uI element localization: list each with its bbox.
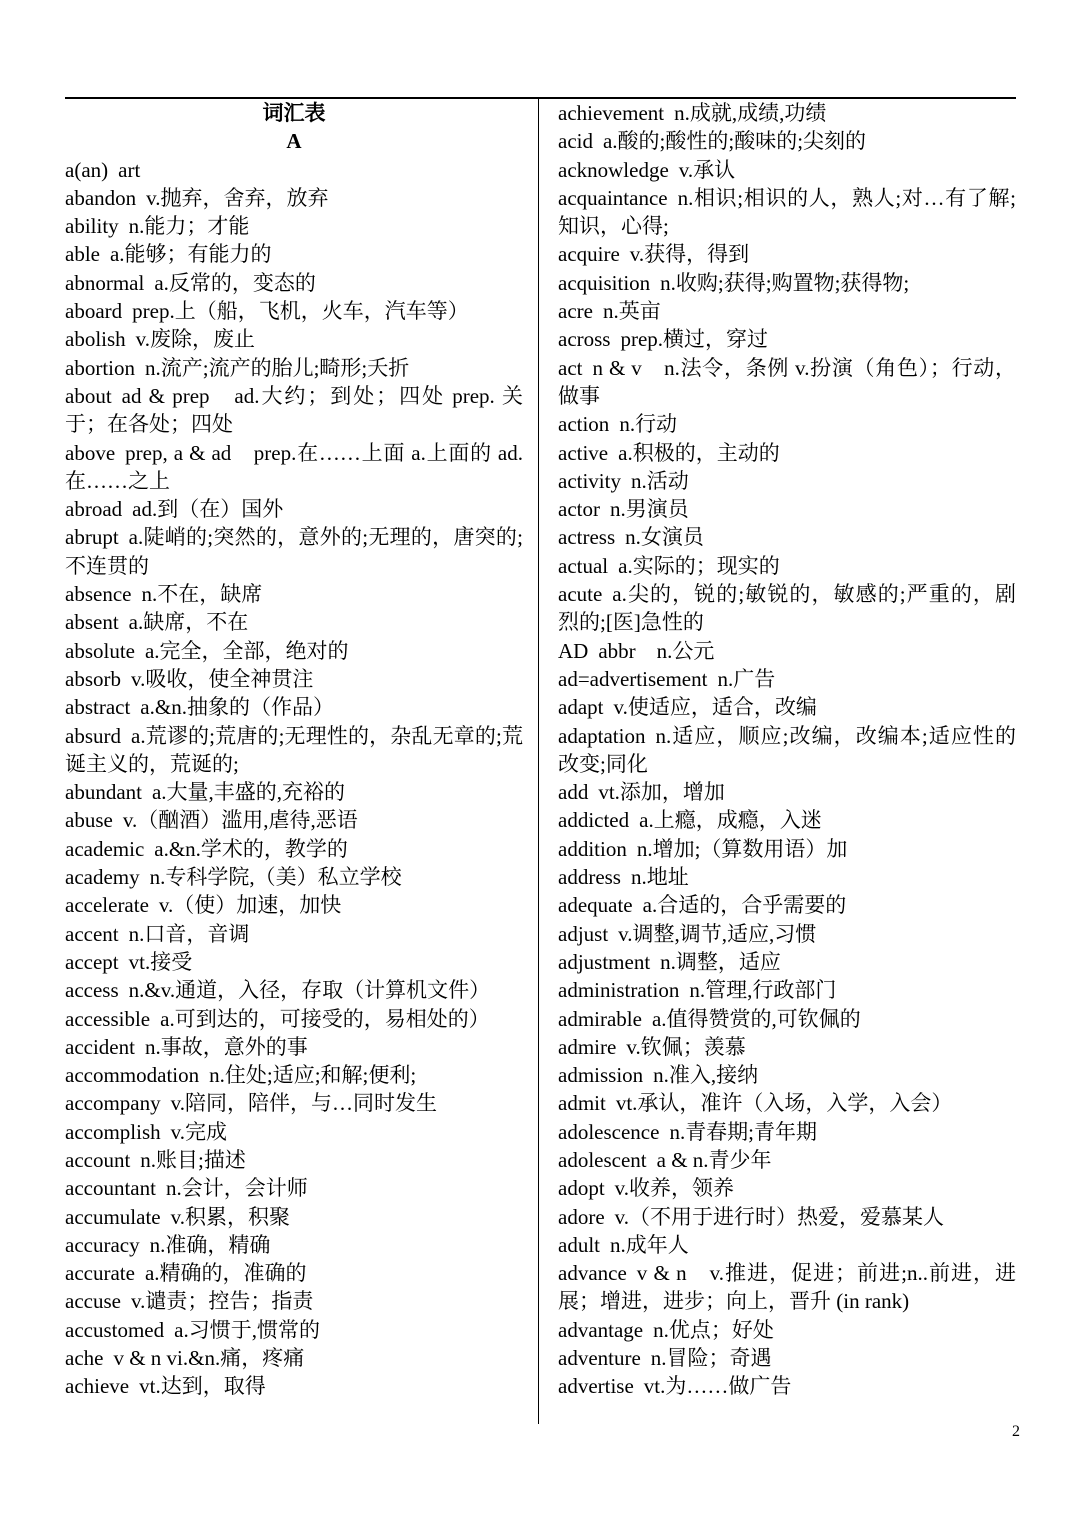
vocab-entry: [65, 608, 523, 636]
vocab-entry: [65, 269, 523, 297]
vocab-entry: [65, 948, 523, 976]
vocab-word: accumulate: [65, 1204, 161, 1229]
vocab-definition: n.住处;适应;和解;便利;: [209, 1063, 417, 1088]
vocab-definition: v.使适应，适合，改编: [613, 695, 817, 720]
vocab-definition: n.会计，会计师: [165, 1176, 308, 1201]
vocab-definition: n.&v.通道，入径，存取（计算机文件）: [128, 978, 491, 1003]
vocab-definition: n.英亩: [602, 299, 661, 324]
vocab-word: accident: [65, 1034, 135, 1059]
vocab-entry: [558, 410, 1016, 438]
left-column: [65, 99, 523, 1401]
vocab-word: able: [65, 242, 100, 267]
vocab-word: adolescence: [558, 1119, 660, 1144]
vocab-definition: n.不在，缺席: [141, 582, 263, 607]
vocab-definition: prep, a & ad prep.在……上面 a.上面的 ad. 在……之上: [65, 440, 523, 493]
vocab-word: abandon: [65, 185, 137, 210]
vocab-entry: [65, 184, 523, 212]
vocab-word: accent: [65, 921, 119, 946]
vocab-word: advertise: [558, 1374, 634, 1399]
vocab-word: absence: [65, 582, 132, 607]
vocab-entry: [558, 1061, 1016, 1089]
vocab-entry: [558, 891, 1016, 919]
vocab-word: admire: [558, 1034, 617, 1059]
vocab-entry: [558, 948, 1016, 976]
vocab-word: academy: [65, 865, 140, 890]
vocab-definition: abbr n.公元: [598, 638, 715, 663]
vocab-definition: a.缺席，不在: [128, 610, 249, 635]
vocab-word: adaptation: [558, 723, 646, 748]
vocab-entry: [558, 580, 1016, 637]
vocab-word: account: [65, 1147, 131, 1172]
vocab-word: absent: [65, 610, 119, 635]
vocab-entry: [558, 439, 1016, 467]
vocab-entry: [558, 354, 1016, 411]
vocab-definition: a.精确的，准确的: [144, 1261, 307, 1286]
section-letter: A: [286, 129, 302, 154]
vocab-definition: vt.接受: [128, 949, 193, 974]
vocab-entry: [65, 297, 523, 325]
vocab-entry: [65, 637, 523, 665]
vocab-word: act: [558, 355, 583, 380]
left-entry-list: [65, 156, 523, 1401]
vocab-entry: [65, 1287, 523, 1315]
vocab-word: accompany: [65, 1091, 161, 1116]
vocab-word: accessible: [65, 1006, 151, 1031]
vocab-word: abuse: [65, 808, 113, 833]
vocab-definition: v.陪同，陪伴，与…同时发生: [170, 1091, 438, 1116]
vocab-word: above: [65, 440, 116, 465]
vocab-entry: [558, 863, 1016, 891]
vocab-entry: [558, 325, 1016, 353]
vocab-definition: v.抛弃，舍弃，放弃: [146, 185, 329, 210]
vocab-word: advantage: [558, 1317, 644, 1342]
vocab-definition: vt.添加，增加: [598, 780, 725, 805]
vocab-definition: n.青春期;青年期: [669, 1119, 818, 1144]
vocab-word: a(an): [65, 157, 109, 182]
vocab-word: actual: [558, 553, 609, 578]
vocab-definition: n.准确，精确: [149, 1232, 271, 1257]
vocab-word: adequate: [558, 893, 633, 918]
vocab-word: absorb: [65, 666, 121, 691]
vocab-entry: [558, 467, 1016, 495]
vocab-entry: [65, 778, 523, 806]
vocab-definition: n.成就,成绩,功绩: [674, 101, 827, 125]
vocab-word: administration: [558, 978, 680, 1003]
vocab-word: actor: [558, 497, 600, 522]
vocab-word: action: [558, 412, 610, 437]
vocab-word: add: [558, 780, 589, 805]
vocab-word: AD: [558, 638, 589, 663]
vocab-word: abnormal: [65, 270, 145, 295]
vocab-definition: a.&n.学术的，教学的: [154, 836, 348, 861]
vocab-definition: prep.上（船，飞机，火车，汽车等）: [132, 299, 469, 324]
vocab-word: achieve: [65, 1374, 130, 1399]
vocab-definition: v & n v.推进，促进；前进;n..前进，进展；增进，进步；向上，晋升 (in rank): [558, 1261, 1016, 1314]
vocab-entry: [558, 835, 1016, 863]
vocab-entry: [65, 495, 523, 523]
vocab-word: accuse: [65, 1289, 121, 1314]
vocab-definition: n.调整，适应: [660, 949, 781, 974]
vocab-entry: [558, 778, 1016, 806]
vocab-definition: vt.为……做广告: [643, 1374, 792, 1399]
vocab-word: accommodation: [65, 1063, 200, 1088]
vocab-definition: a.陡峭的;突然的，意外的;无理的，唐突的;不连贯的: [65, 525, 523, 578]
vocab-word: ad=advertisement: [558, 666, 708, 691]
vocab-definition: n.广告: [717, 666, 776, 691]
vocab-entry: [558, 1005, 1016, 1033]
vocab-entry: [65, 1174, 523, 1202]
vocab-entry: [558, 99, 1016, 127]
vocab-word: adjustment: [558, 949, 651, 974]
vocab-entry: [558, 1118, 1016, 1146]
vocab-definition: n.成年人: [610, 1232, 689, 1257]
vocab-definition: v.承认: [678, 157, 736, 182]
vocab-entry: [65, 325, 523, 353]
vocab-word: addition: [558, 836, 627, 861]
vocab-entry: [65, 439, 523, 496]
vocab-definition: n.账目;描述: [140, 1147, 246, 1172]
vocab-definition: v.积累，积聚: [170, 1204, 290, 1229]
vocab-word: academic: [65, 836, 145, 861]
vocab-definition: v.（使）加速，加快: [158, 893, 342, 918]
vocab-entry: [558, 495, 1016, 523]
vocab-entry: [65, 976, 523, 1004]
vocab-definition: n.能力；才能: [128, 214, 250, 239]
vocab-entry: [558, 156, 1016, 184]
vocab-word: acquisition: [558, 270, 651, 295]
vocab-definition: v.获得，得到: [629, 242, 750, 267]
vocab-definition: n.增加;（算数用语）加: [636, 836, 848, 861]
vocab-definition: n.优点；好处: [653, 1317, 774, 1342]
vocab-entry: [558, 1174, 1016, 1202]
vocab-word: actress: [558, 525, 616, 550]
vocab-entry: [65, 1259, 523, 1287]
vocab-definition: n.地址: [630, 865, 689, 890]
vocab-entry: [558, 127, 1016, 155]
vocab-definition: vt.达到，取得: [139, 1374, 266, 1399]
vocab-definition: n.准入,接纳: [653, 1063, 759, 1088]
vocab-word: abstract: [65, 695, 131, 720]
vocab-definition: a.完全，全部，绝对的: [144, 638, 349, 663]
vocab-word: adopt: [558, 1176, 605, 1201]
vocab-entry: [558, 693, 1016, 721]
vocab-definition: v.（酗酒）滥用,虐待,恶语: [122, 808, 358, 833]
vocab-word: acre: [558, 299, 593, 324]
vocab-entry: [558, 1372, 1016, 1400]
vocab-word: achievement: [558, 101, 665, 125]
vocab-definition: n.管理,行政部门: [689, 978, 837, 1003]
vocab-definition: v.钦佩；羡慕: [626, 1034, 746, 1059]
vocab-word: acquaintance: [558, 185, 668, 210]
vocab-definition: a.大量,丰盛的,充裕的: [151, 780, 346, 805]
vocab-definition: v.完成: [170, 1119, 228, 1144]
vocab-word: activity: [558, 468, 621, 493]
vocab-entry: [65, 1231, 523, 1259]
vocab-entry: [65, 1033, 523, 1061]
vocab-entry: [65, 835, 523, 863]
vocab-definition: a.能够；有能力的: [109, 242, 272, 267]
vocab-word: absolute: [65, 638, 135, 663]
vocab-definition: a.&n.抽象的（作品）: [140, 695, 334, 720]
vocab-definition: n.收购;获得;购置物;获得物;: [660, 270, 910, 295]
vocab-word: abortion: [65, 355, 135, 380]
vocab-word: accustomed: [65, 1317, 165, 1342]
vocab-definition: a & n.青少年: [656, 1147, 772, 1172]
vocab-definition: a.尖的，锐的;敏锐的，敏感的;严重的，剧烈的;[医]急性的: [558, 582, 1016, 635]
vocab-definition: n.男演员: [609, 497, 689, 522]
vocab-entry: [65, 382, 523, 439]
vocab-word: across: [558, 327, 611, 352]
vocab-entry: [558, 976, 1016, 1004]
vocab-word: admit: [558, 1091, 606, 1116]
vocab-entry: [65, 1005, 523, 1033]
vocab-word: abroad: [65, 497, 123, 522]
vocab-word: accountant: [65, 1176, 156, 1201]
vocab-word: abrupt: [65, 525, 119, 550]
vocab-word: ability: [65, 214, 119, 239]
vocab-word: accept: [65, 949, 119, 974]
vocab-word: admission: [558, 1063, 644, 1088]
vocab-entry: [558, 1316, 1016, 1344]
vocab-entry: [65, 665, 523, 693]
vocab-word: about: [65, 383, 112, 408]
vocab-entry: [65, 806, 523, 834]
vocab-entry: [65, 1061, 523, 1089]
vocab-entry: [65, 1203, 523, 1231]
vocab-word: accuracy: [65, 1232, 140, 1257]
vocab-word: active: [558, 440, 609, 465]
vocab-definition: art: [118, 157, 141, 182]
vocab-entry: [65, 693, 523, 721]
vocab-word: addicted: [558, 808, 630, 833]
vocab-entry: [65, 1316, 523, 1344]
vocab-entry: [65, 156, 523, 184]
vocab-entry: [65, 920, 523, 948]
right-column: [558, 99, 1016, 1401]
vocab-entry: [558, 269, 1016, 297]
vocab-word: adjust: [558, 921, 609, 946]
vocab-definition: n.流产;流产的胎儿;畸形;夭折: [144, 355, 410, 380]
vocab-word: accurate: [65, 1261, 135, 1286]
vocab-entry: [558, 240, 1016, 268]
vocab-entry: [65, 863, 523, 891]
vocab-definition: a.合适的，合乎需要的: [642, 893, 847, 918]
vocab-entry: [65, 891, 523, 919]
vocab-definition: v.调整,调节,适应,习惯: [618, 921, 817, 946]
vocab-entry: [558, 1344, 1016, 1372]
vocab-definition: ad.到（在）国外: [132, 497, 284, 522]
vocab-word: aboard: [65, 299, 123, 324]
vocab-definition: n.冒险；奇遇: [650, 1346, 772, 1371]
vocab-word: adore: [558, 1204, 605, 1229]
vocab-definition: a.习惯于,惯常的: [174, 1317, 320, 1342]
vocab-word: acknowledge: [558, 157, 669, 182]
vocab-word: adapt: [558, 695, 604, 720]
vocab-definition: prep.横过，穿过: [620, 327, 769, 352]
vocab-definition: a.可到达的，可接受的，易相处的）: [160, 1006, 490, 1031]
vocab-entry: [558, 1089, 1016, 1117]
vocab-definition: n.专科学院,（美）私立学校: [149, 865, 402, 890]
vocab-word: acquire: [558, 242, 620, 267]
vocab-definition: v & n vi.&n.痛，疼痛: [113, 1346, 305, 1371]
vocab-definition: n.女演员: [625, 525, 704, 550]
right-entry-list: [558, 99, 1016, 1401]
vocab-definition: n.活动: [630, 468, 689, 493]
vocab-entry: [558, 1033, 1016, 1061]
vocab-word: abundant: [65, 780, 142, 805]
vocab-entry: [558, 297, 1016, 325]
vocab-definition: v.（不用于进行时）热爱，爱慕某人: [614, 1204, 945, 1229]
vocab-definition: n.相识;相识的人，熟人;对…有了解;知识，心得;: [558, 185, 1016, 239]
vocab-definition: v.收养，领养: [614, 1176, 735, 1201]
vocab-definition: a.上瘾，成瘾，入迷: [639, 808, 822, 833]
vocab-entry: [65, 1344, 523, 1372]
vocab-word: abolish: [65, 327, 126, 352]
vocab-entry: [558, 1259, 1016, 1316]
vocab-entry: [558, 523, 1016, 551]
vocab-definition: n & v n.法令，条例 v.扮演（角色）；行动，做事: [558, 355, 1016, 408]
vocab-word: accelerate: [65, 893, 149, 918]
vocab-definition: a.酸的;酸性的;酸味的;尖刻的: [602, 129, 867, 154]
vocab-entry: [65, 722, 523, 779]
vocab-entry: [558, 1203, 1016, 1231]
page-number: 2: [1012, 1423, 1020, 1440]
vocab-definition: n.事故，意外的事: [144, 1034, 308, 1059]
vocab-entry: [558, 665, 1016, 693]
vocab-entry: [558, 637, 1016, 665]
vocab-entry: [65, 1372, 523, 1400]
vocab-definition: a.荒谬的;荒唐的;无理性的，杂乱无章的;荒诞主义的，荒诞的;: [65, 723, 523, 776]
vocab-definition: v.废除，废止: [135, 327, 256, 352]
column-divider: [538, 99, 539, 1424]
vocab-entry: [65, 354, 523, 382]
vocab-definition: n.行动: [619, 412, 678, 437]
vocab-word: admirable: [558, 1006, 642, 1031]
vocab-word: adult: [558, 1232, 600, 1257]
vocab-definition: n.口音，音调: [128, 921, 250, 946]
vocab-entry: [558, 1231, 1016, 1259]
vocab-definition: ad & prep ad.大约；到处；四处 prep. 关于；在各处；四处: [65, 383, 523, 437]
vocab-definition: n.适应，顺应;改编，改编本;适应性的改变;同化: [558, 723, 1016, 776]
vocab-word: adolescent: [558, 1147, 647, 1172]
vocab-entry: [65, 212, 523, 240]
vocab-word: ache: [65, 1346, 104, 1371]
vocab-entry: [65, 580, 523, 608]
vocab-word: absurd: [65, 723, 121, 748]
vocab-entry: [65, 1089, 523, 1117]
vocab-entry: [558, 722, 1016, 779]
vocab-definition: a.反常的，变态的: [154, 270, 316, 295]
vocab-word: adventure: [558, 1346, 641, 1371]
vocab-definition: v.吸收，使全神贯注: [131, 666, 314, 691]
vocab-word: address: [558, 865, 621, 890]
vocab-definition: a.积极的，主动的: [618, 440, 780, 465]
vocab-entry: [65, 240, 523, 268]
vocab-definition: vt.承认，准许（入场，入学，入会）: [615, 1091, 953, 1116]
vocab-entry: [65, 1146, 523, 1174]
vocab-definition: v.谴责；控告；指责: [130, 1289, 314, 1314]
vocab-entry: [558, 806, 1016, 834]
vocab-entry: [65, 523, 523, 580]
vocab-entry: [558, 1146, 1016, 1174]
vocab-word: advance: [558, 1261, 627, 1286]
vocab-definition: a.实际的；现实的: [618, 553, 780, 578]
vocab-word: acid: [558, 129, 593, 154]
vocab-word: accomplish: [65, 1119, 161, 1144]
vocab-entry: [558, 920, 1016, 948]
vocab-entry: [558, 184, 1016, 241]
page-title: 词汇表: [262, 101, 326, 125]
vocab-entry: [558, 552, 1016, 580]
vocab-word: acute: [558, 582, 603, 607]
vocab-entry: [65, 1118, 523, 1146]
vocab-definition: a.值得赞赏的,可钦佩的: [651, 1006, 861, 1031]
vocab-word: access: [65, 978, 119, 1003]
